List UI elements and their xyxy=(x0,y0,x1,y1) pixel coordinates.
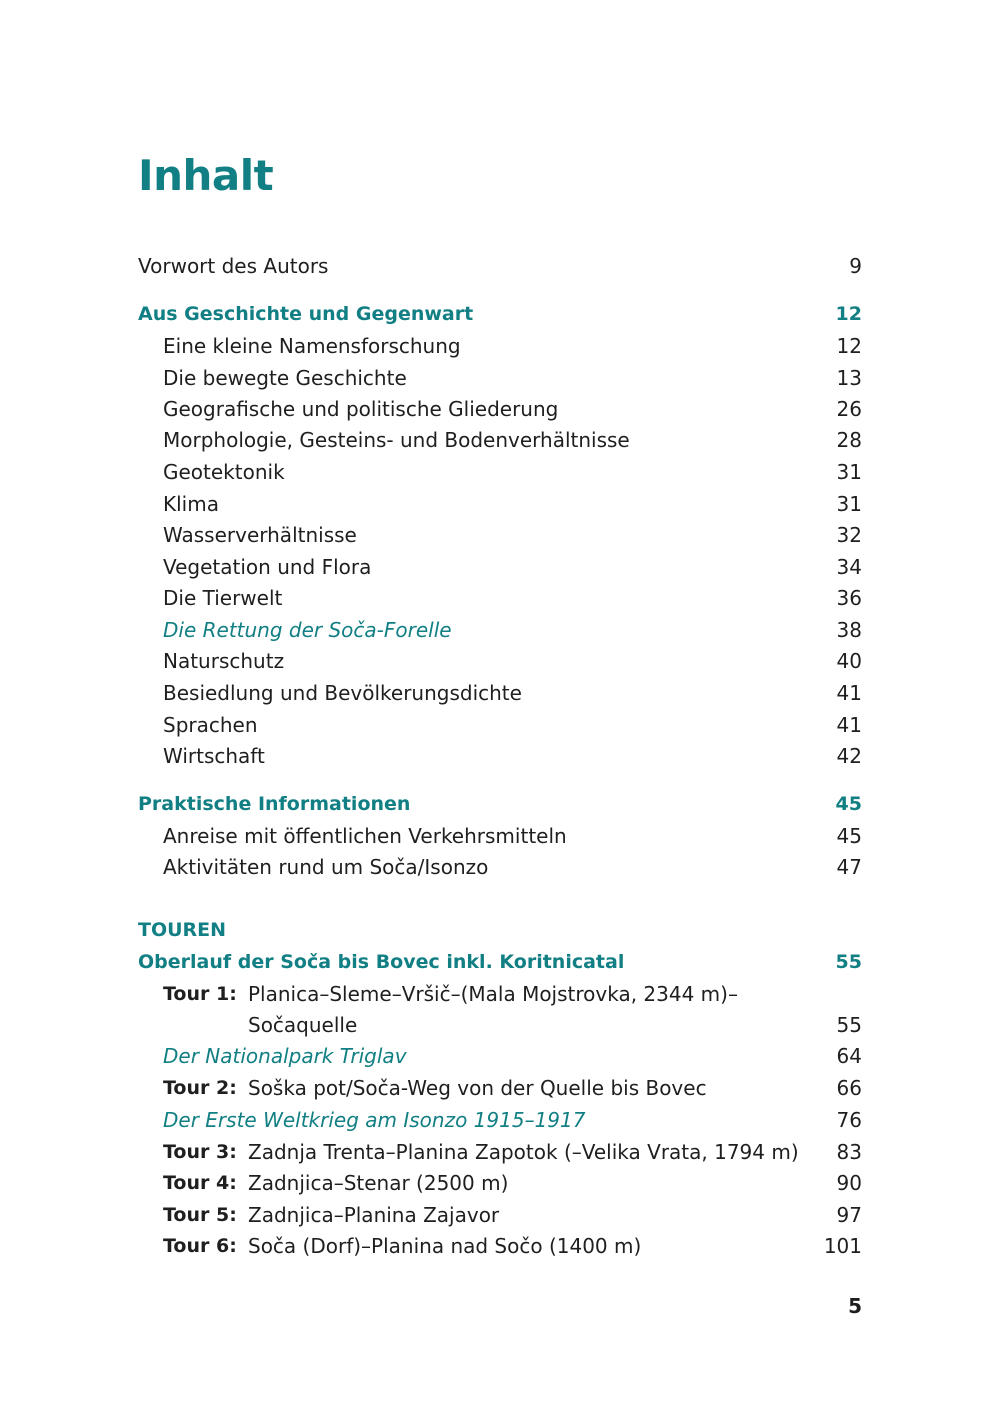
toc-group-heading[interactable] xyxy=(138,914,862,946)
toc-entry-page: 9 xyxy=(849,254,862,278)
toc-tour-label: Soška pot/Soča-Weg von der Quelle bis Bovec xyxy=(248,1076,707,1100)
toc-tour-label: Soča (Dorf)–Planina nad Sočo (1400 m) xyxy=(248,1234,642,1258)
toc-group-label: TOUREN xyxy=(138,919,227,941)
toc-entry[interactable] xyxy=(138,330,862,362)
toc-tour-number: Tour 1: xyxy=(163,983,237,1005)
toc-tour-page: 66 xyxy=(836,1076,862,1100)
toc-tour-page: 101 xyxy=(823,1234,862,1258)
page-title: Inhalt xyxy=(138,151,274,200)
toc-entry-label: Klima xyxy=(163,492,219,516)
toc-section-label: Aus Geschichte und Gegenwart xyxy=(138,303,474,325)
toc-entry[interactable] xyxy=(138,362,862,394)
toc-section[interactable] xyxy=(138,298,862,330)
toc-tour-page: 90 xyxy=(836,1171,862,1195)
toc-tour-label: Sočaquelle xyxy=(248,1013,358,1037)
toc-entry[interactable] xyxy=(138,709,862,741)
toc-entry-label: Wasserverhältnisse xyxy=(163,523,357,547)
toc-tour-page: 83 xyxy=(836,1140,862,1164)
toc-entry-page: 47 xyxy=(836,855,862,879)
toc-entry-label: Morphologie, Gesteins- und Bodenverhältnisse xyxy=(163,428,630,452)
toc-tour[interactable] xyxy=(138,978,862,1010)
toc-entry-page: 28 xyxy=(836,428,862,452)
toc-section-page: 55 xyxy=(835,951,862,973)
toc-tour-label: Zadnja Trenta–Planina Zapotok (–Velika Vrata, 1794 m) xyxy=(248,1140,799,1164)
toc-entry-label: Geografische und politische Gliederung xyxy=(163,397,559,421)
toc-entry[interactable] xyxy=(138,820,862,852)
toc-entry-label: Vorwort des Autors xyxy=(138,254,329,278)
toc-entry[interactable] xyxy=(138,582,862,614)
toc-entry-label: Aktivitäten rund um Soča/Isonzo xyxy=(163,855,489,879)
toc-entry-label: Die Tierwelt xyxy=(163,586,283,610)
toc-entry[interactable] xyxy=(138,250,862,282)
toc-tour-label: Planica–Sleme–Vršič–(Mala Mojstrovka, 2344 m)– xyxy=(248,982,738,1006)
toc-entry-page: 26 xyxy=(836,397,862,421)
toc-entry-label: Anreise mit öffentlichen Verkehrsmitteln xyxy=(163,824,567,848)
toc-entry-page: 13 xyxy=(836,366,862,390)
toc-tour-label: Zadnjica–Planina Zajavor xyxy=(248,1203,500,1227)
toc-entry[interactable] xyxy=(138,851,862,883)
toc-entry[interactable] xyxy=(138,740,862,772)
toc-tour[interactable] xyxy=(138,1230,862,1262)
toc-entry-label: Naturschutz xyxy=(163,649,285,673)
toc-entry-label: Wirtschaft xyxy=(163,744,265,768)
toc-section-page: 45 xyxy=(835,793,862,815)
toc-feature[interactable] xyxy=(138,1040,862,1072)
toc-entry-label: Besiedlung und Bevölkerungsdichte xyxy=(163,681,522,705)
page-number: 5 xyxy=(848,1294,862,1318)
toc-entry-page: 31 xyxy=(836,492,862,516)
toc-entry[interactable] xyxy=(138,488,862,520)
toc-tour-label: Zadnjica–Stenar (2500 m) xyxy=(248,1171,509,1195)
toc-tour-number: Tour 5: xyxy=(163,1204,237,1226)
toc-tour-page: 97 xyxy=(836,1203,862,1227)
toc-tour-page: 55 xyxy=(836,1013,862,1037)
toc-tour-number: Tour 6: xyxy=(163,1235,237,1257)
toc-feature[interactable] xyxy=(138,614,862,646)
toc-entry-page: 41 xyxy=(836,713,862,737)
toc-tour[interactable] xyxy=(138,1167,862,1199)
toc-tour-number: Tour 3: xyxy=(163,1141,237,1163)
toc-entry-page: 12 xyxy=(836,334,862,358)
toc-tour[interactable] xyxy=(138,1199,862,1231)
toc-feature-label: Der Erste Weltkrieg am Isonzo 1915–1917 xyxy=(163,1108,586,1132)
toc-entry-page: 41 xyxy=(836,681,862,705)
toc-entry[interactable] xyxy=(138,393,862,425)
toc-entry-page: 36 xyxy=(836,586,862,610)
toc-tour[interactable] xyxy=(138,1136,862,1168)
toc-entry-page: 31 xyxy=(836,460,862,484)
toc-tour-number: Tour 4: xyxy=(163,1172,237,1194)
toc-entry-page: 45 xyxy=(836,824,862,848)
toc-entry-label: Sprachen xyxy=(163,713,258,737)
toc-feature-label: Der Nationalpark Triglav xyxy=(163,1044,407,1068)
toc-entry[interactable] xyxy=(138,645,862,677)
toc-entry-page: 34 xyxy=(836,555,862,579)
toc-feature-page: 38 xyxy=(836,618,862,642)
toc-entry-page: 40 xyxy=(836,649,862,673)
toc-entry-label: Vegetation und Flora xyxy=(163,555,372,579)
toc-entry-page: 32 xyxy=(836,523,862,547)
toc-entry-page: 42 xyxy=(836,744,862,768)
toc-feature-page: 64 xyxy=(836,1044,862,1068)
toc-entry-label: Eine kleine Namensforschung xyxy=(163,334,461,358)
toc-tour-number: Tour 2: xyxy=(163,1077,237,1099)
toc-tour[interactable] xyxy=(138,1072,862,1104)
toc-tour-continuation[interactable] xyxy=(138,1009,862,1041)
toc-feature-label: Die Rettung der Soča-Forelle xyxy=(163,618,452,642)
toc-section-label: Praktische Informationen xyxy=(138,793,411,815)
toc-feature-page: 76 xyxy=(836,1108,862,1132)
toc-section-label: Oberlauf der Soča bis Bovec inkl. Koritnicatal xyxy=(138,951,625,973)
toc-section[interactable] xyxy=(138,946,862,978)
toc-entry[interactable] xyxy=(138,677,862,709)
toc-entry[interactable] xyxy=(138,519,862,551)
toc-entry[interactable] xyxy=(138,424,862,456)
toc-section-page: 12 xyxy=(835,303,862,325)
toc-entry-label: Die bewegte Geschichte xyxy=(163,366,407,390)
toc-entry[interactable] xyxy=(138,551,862,583)
toc-feature[interactable] xyxy=(138,1104,862,1136)
toc-entry-label: Geotektonik xyxy=(163,460,285,484)
toc-entry[interactable] xyxy=(138,456,862,488)
toc-section[interactable] xyxy=(138,788,862,820)
